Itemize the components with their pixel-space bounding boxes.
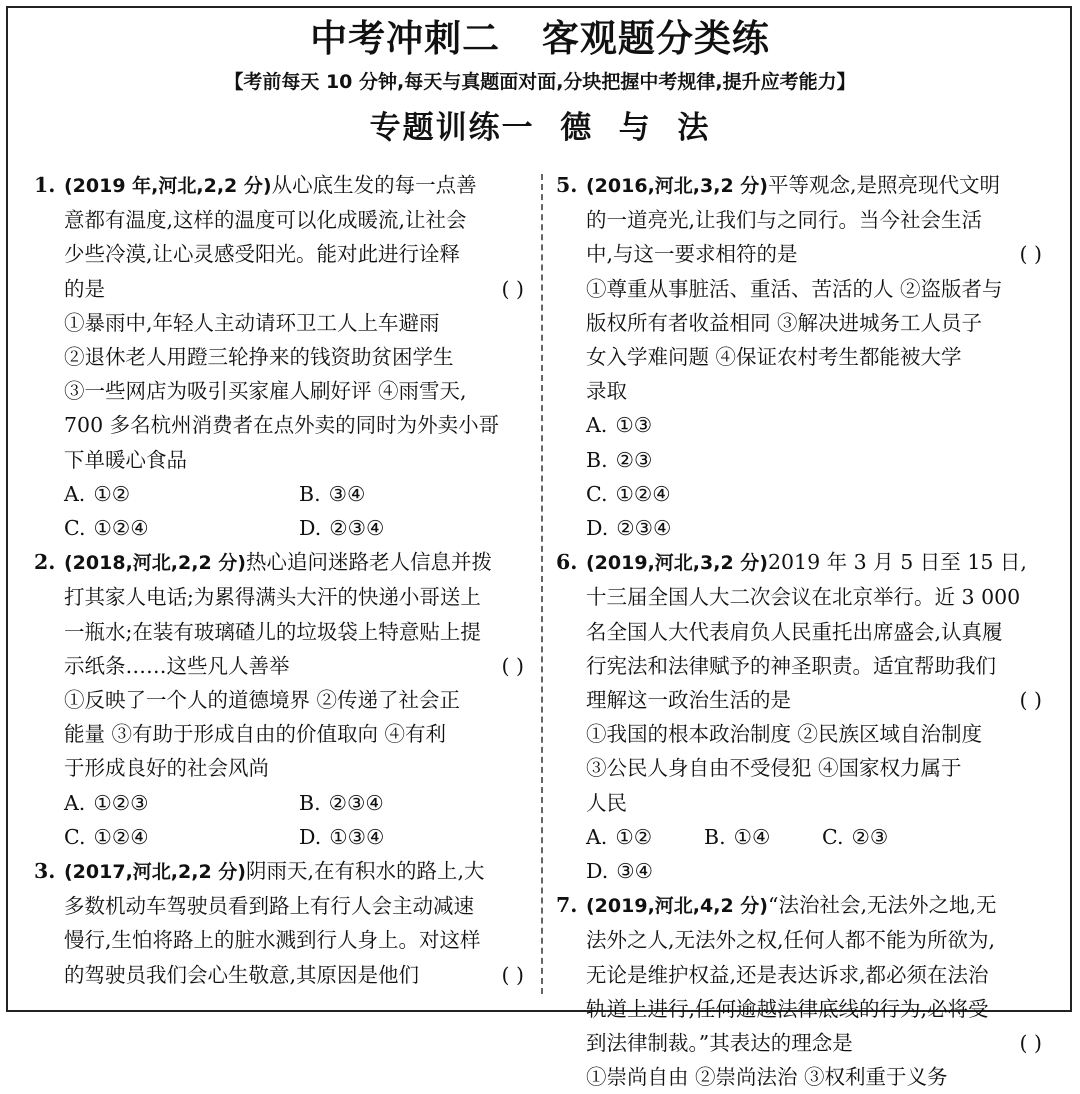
question-stem-line: 多数机动车驾驶员看到路上有行人会主动减速 — [64, 894, 474, 919]
question-stem-line: 法外之人,无法外之权,任何人都不能为所欲为, — [586, 928, 996, 953]
column-divider — [541, 174, 543, 994]
question-number: 5. — [556, 173, 578, 197]
question-stem-line: 慢行,生怕将路上的脏水溅到行人身上。对这样 — [64, 928, 481, 953]
question-text: 热心追问迷路老人信息并拨 — [245, 550, 492, 575]
question-stem-line — [556, 683, 1052, 717]
statement-line: 于形成良好的社会风尚 — [64, 756, 269, 781]
question-7 — [556, 888, 1052, 1094]
question-stem-line — [34, 958, 534, 992]
question-source: (2019 年,河北,2,2 分) — [64, 175, 272, 197]
statement-line: ③一些网店为吸引买家雇人刷好评 ④雨雪天, — [64, 379, 467, 404]
question-text: 的是 — [64, 276, 105, 301]
section-title: 专题训练一 德 与 法 — [369, 110, 711, 146]
answer-bracket: ( ) — [1019, 242, 1042, 267]
option-a[interactable]: A. ①③ — [586, 413, 653, 438]
option-a[interactable]: A. ①② — [64, 481, 131, 506]
question-stem-line: 意都有温度,这样的温度可以化成暖流,让社会 — [64, 208, 467, 233]
option-c[interactable]: C. ①②④ — [586, 481, 671, 506]
question-stem-line — [556, 237, 1052, 271]
question-text: 阴雨天,在有积水的路上,大 — [245, 859, 485, 884]
question-stem-line: 行宪法和法律赋予的神圣职责。适宜帮助我们 — [586, 653, 996, 678]
question-stem-line — [34, 272, 534, 306]
answer-bracket: ( ) — [501, 276, 524, 301]
question-number: 7. — [556, 893, 578, 918]
question-stem-line — [34, 168, 534, 203]
answer-bracket: ( ) — [501, 962, 524, 987]
answer-options — [34, 477, 534, 545]
statement-line: 700 多名杭州消费者在点外卖的同时为外卖小哥 — [64, 413, 500, 438]
question-text: “法治社会,无法外之地,无 — [767, 893, 997, 918]
option-c[interactable]: C. ①②④ — [64, 824, 149, 849]
question-text: 理解这一政治生活的是 — [586, 688, 791, 713]
question-stem-line — [34, 649, 534, 683]
option-a[interactable]: A. ①②③ — [64, 790, 149, 815]
option-c[interactable]: C. ②③ — [822, 824, 889, 849]
question-number: 1. — [34, 173, 56, 197]
question-stem-line: 打其家人电话;为累得满头大汗的快递小哥送上 — [64, 585, 481, 610]
page-title: 中考冲刺二 客观题分类练 — [310, 17, 770, 60]
option-d[interactable]: D. ②③④ — [586, 516, 672, 541]
option-b[interactable]: B. ③④ — [299, 481, 366, 506]
question-text: 2019 年 3 月 5 日至 15 日, — [767, 550, 1027, 575]
question-stem-line: 的一道亮光,让我们与之同行。当今社会生活 — [586, 208, 983, 233]
question-number: 6. — [556, 550, 578, 575]
option-a[interactable]: A. ①② — [586, 824, 653, 849]
page-header — [0, 14, 1080, 150]
question-text: 示纸条……这些凡人善举 — [64, 653, 290, 678]
statement-line: ③公民人身自由不受侵犯 ④国家权力属于 — [586, 756, 962, 781]
statement-line: 版权所有者收益相同 ③解决进城务工人员子 — [586, 310, 983, 335]
statement-line: 下单暖心食品 — [64, 447, 187, 472]
answer-options — [556, 408, 1052, 545]
question-source: (2018,河北,2,2 分) — [64, 552, 246, 575]
question-stem-line: 轨道上进行,任何逾越法律底线的行为,必将受 — [586, 996, 989, 1021]
option-d[interactable]: D. ③④ — [586, 859, 653, 884]
question-text: 平等观念,是照亮现代文明 — [767, 173, 1000, 197]
option-c[interactable]: C. ①②④ — [64, 516, 149, 541]
question-source: (2016,河北,3,2 分) — [586, 175, 768, 197]
question-6 — [556, 545, 1052, 888]
question-source: (2019,河北,4,2 分) — [586, 895, 768, 918]
question-stem-line: 十三届全国人大二次会议在北京举行。近 3 000 — [586, 585, 1021, 610]
right-column — [556, 168, 1052, 1094]
option-b[interactable]: B. ①④ — [704, 824, 771, 849]
question-stem-line — [556, 545, 1052, 580]
answer-bracket: ( ) — [1019, 688, 1042, 713]
question-2 — [34, 545, 534, 854]
question-stem-line — [556, 1026, 1052, 1060]
question-text: 从心底生发的每一点善 — [271, 173, 477, 197]
option-b[interactable]: B. ②③ — [586, 447, 653, 472]
statement-line: ②退休老人用蹬三轮挣来的钱资助贫困学生 — [64, 345, 454, 370]
statement-line: 人民 — [586, 790, 627, 815]
question-source: (2017,河北,2,2 分) — [64, 861, 246, 884]
statement-line: 能量 ③有助于形成自由的价值取向 ④有利 — [64, 722, 447, 747]
option-b[interactable]: B. ②③④ — [299, 790, 384, 815]
question-stem-line: 一瓶水;在装有玻璃碴儿的垃圾袋上特意贴上提 — [64, 619, 481, 644]
statement-line: 女入学难问题 ④保证农村考生都能被大学 — [586, 345, 962, 370]
statement-line: ①尊重从事脏活、重活、苦活的人 ②盗版者与 — [586, 276, 1003, 301]
page-subtitle: 【考前每天 10 分钟,每天与真题面对面,分块把握中考规律,提升应考能力】 — [224, 71, 856, 93]
left-column — [34, 168, 534, 992]
question-number: 3. — [34, 859, 56, 884]
question-stem-line: 名全国人大代表肩负人民重托出席盛会,认真履 — [586, 619, 1003, 644]
question-5 — [556, 168, 1052, 545]
statement-line: 录取 — [586, 379, 627, 404]
answer-options — [34, 786, 534, 854]
option-d[interactable]: D. ①③④ — [299, 824, 385, 849]
question-stem-line: 无论是维护权益,还是表达诉求,都必须在法治 — [586, 962, 989, 987]
option-d[interactable]: D. ②③④ — [299, 516, 385, 541]
question-text: 中,与这一要求相符的是 — [586, 242, 798, 267]
question-stem-line — [556, 888, 1052, 923]
statement-line: ①我国的根本政治制度 ②民族区域自治制度 — [586, 722, 983, 747]
question-number: 2. — [34, 550, 56, 575]
question-3 — [34, 854, 534, 992]
answer-bracket: ( ) — [501, 653, 524, 678]
question-text: 的驾驶员我们会心生敬意,其原因是他们 — [64, 962, 420, 987]
statement-line: ①崇尚自由 ②崇尚法治 ③权利重于义务 — [586, 1065, 948, 1090]
statement-line: ①暴雨中,年轻人主动请环卫工人上车避雨 — [64, 310, 440, 335]
question-stem-line — [34, 545, 534, 580]
answer-options — [556, 820, 1052, 888]
question-text: 到法律制裁。”其表达的理念是 — [586, 1031, 853, 1056]
question-1 — [34, 168, 534, 545]
question-stem-line — [556, 168, 1052, 203]
question-stem-line — [34, 854, 534, 889]
question-stem-line: 少些冷漠,让心灵感受阳光。能对此进行诠释 — [64, 242, 461, 267]
answer-bracket: ( ) — [1019, 1031, 1042, 1056]
statement-line: ①反映了一个人的道德境界 ②传递了社会正 — [64, 688, 461, 713]
question-source: (2019,河北,3,2 分) — [586, 552, 768, 575]
